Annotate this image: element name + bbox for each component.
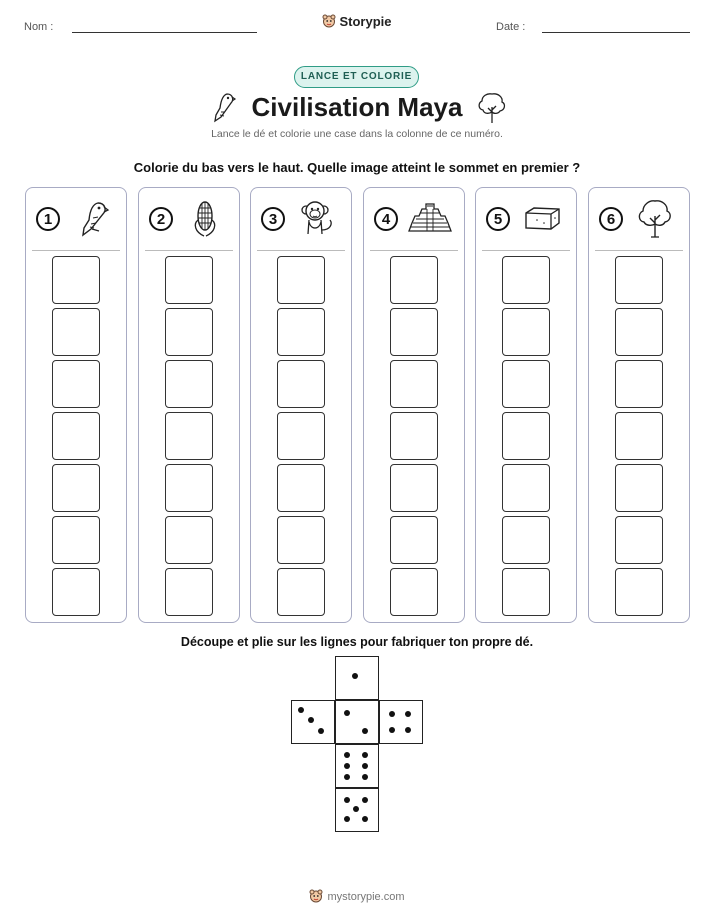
color-box[interactable] [277,308,325,356]
dice-face-2 [335,700,379,744]
corn-icon [185,198,225,238]
column-2 [138,187,240,623]
color-box[interactable] [165,308,213,356]
color-box[interactable] [52,256,100,304]
color-box[interactable] [390,464,438,512]
color-box[interactable] [502,412,550,460]
color-box[interactable] [277,516,325,564]
date-line [542,32,690,33]
stone-block-icon [522,198,562,238]
column-number: 1 [36,207,60,231]
color-box[interactable] [390,412,438,460]
dice-dot [405,727,411,733]
column-divider [145,250,233,251]
column-number: 5 [486,207,510,231]
color-box[interactable] [615,568,663,616]
tree-icon [635,198,675,238]
column-5 [475,187,577,623]
column-4 [363,187,465,623]
dice-instruction: Découpe et plie sur les lignes pour fabriquer ton propre dé. [180,635,534,649]
dice-dot [344,774,350,780]
storypie-logo-icon [309,889,323,903]
color-box[interactable] [277,256,325,304]
color-box[interactable] [615,464,663,512]
color-box[interactable] [502,568,550,616]
dice-dot [362,774,368,780]
color-box[interactable] [390,256,438,304]
color-box[interactable] [165,568,213,616]
color-box[interactable] [615,360,663,408]
storypie-logo-icon [322,14,336,28]
title-tree-icon [476,90,508,124]
color-box[interactable] [615,412,663,460]
color-box[interactable] [277,360,325,408]
activity-badge: LANCE ET COLORIE [294,66,419,88]
dice-dot [308,717,314,723]
color-box[interactable] [52,360,100,408]
color-box[interactable] [390,360,438,408]
color-box[interactable] [390,308,438,356]
column-divider [595,250,683,251]
color-box[interactable] [165,360,213,408]
column-divider [370,250,458,251]
dice-dot [389,711,395,717]
name-line [72,32,257,33]
color-box[interactable] [615,256,663,304]
color-box[interactable] [502,516,550,564]
color-box[interactable] [52,412,100,460]
color-box[interactable] [52,464,100,512]
dice-dot [389,727,395,733]
color-box[interactable] [277,568,325,616]
column-6 [588,187,690,623]
column-number: 6 [599,207,623,231]
column-1 [25,187,127,623]
brand [0,14,714,29]
footer [0,889,714,903]
brand-name: Storypie [339,14,392,29]
color-box[interactable] [390,568,438,616]
color-box[interactable] [390,516,438,564]
dice-dot [362,763,368,769]
dice-dot [344,763,350,769]
page-title: Civilisation Maya [251,92,463,122]
column-divider [257,250,345,251]
parrot-icon [72,198,112,238]
dice-dot [405,711,411,717]
color-box[interactable] [615,308,663,356]
dice-dot [362,728,368,734]
dice-face-1 [335,656,379,700]
color-box[interactable] [502,464,550,512]
monkey-icon [297,198,337,238]
column-divider [32,250,120,251]
color-box[interactable] [502,360,550,408]
dice-dot [318,728,324,734]
dice-face-6 [335,744,379,788]
color-box[interactable] [165,412,213,460]
dice-dot [353,806,359,812]
dice-dot [362,797,368,803]
column-divider [482,250,570,251]
name-label: Nom : [24,21,54,33]
footer-url[interactable]: mystorypie.com [327,891,405,903]
color-box[interactable] [502,256,550,304]
color-box[interactable] [615,516,663,564]
dice-dot [352,673,358,679]
dice-face-3 [291,700,335,744]
dice-dot [362,816,368,822]
dice-dot [344,752,350,758]
color-box[interactable] [52,308,100,356]
title-parrot-icon [207,90,237,124]
instruction: Colorie du bas vers le haut. Quelle image atteint le sommet en premier ? [133,160,581,175]
color-box[interactable] [277,412,325,460]
color-box[interactable] [165,256,213,304]
column-3 [250,187,352,623]
pyramid-icon [406,198,454,238]
dice-face-4 [379,700,423,744]
column-number: 3 [261,207,285,231]
dice-dot [298,707,304,713]
color-box[interactable] [52,568,100,616]
color-box[interactable] [52,516,100,564]
dice-dot [344,816,350,822]
color-box[interactable] [165,516,213,564]
color-box[interactable] [502,308,550,356]
subtitle: Lance le dé et colorie une case dans la colonne de ce numéro. [211,128,503,140]
column-number: 2 [149,207,173,231]
date-label: Date : [496,21,526,33]
column-number: 4 [374,207,398,231]
dice-dot [344,710,350,716]
dice-dot [362,752,368,758]
color-box[interactable] [165,464,213,512]
dice-face-5 [335,788,379,832]
color-box[interactable] [277,464,325,512]
dice-dot [344,797,350,803]
